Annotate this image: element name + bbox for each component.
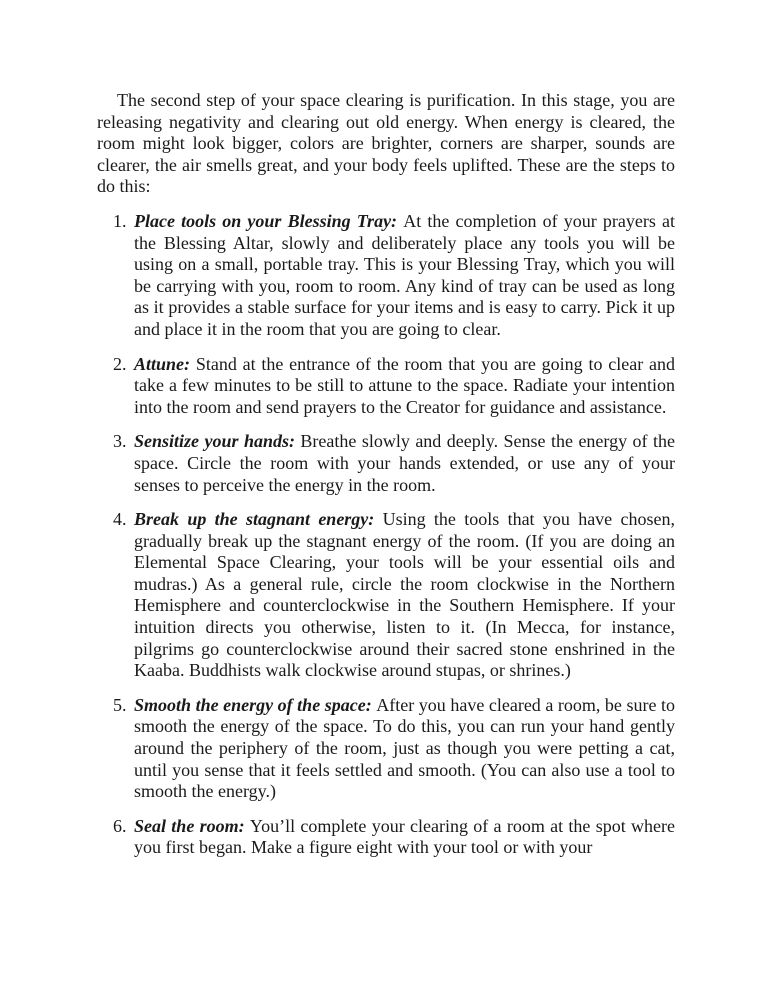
step-item — [97, 431, 675, 496]
step-number: 1. — [113, 210, 127, 231]
step-number: 6. — [113, 815, 127, 836]
step-text: Breathe slowly and deeply. Sense the energy of the space. Circle the room with your hands extended, or use any of your senses to perceive the energy in the room. — [134, 431, 675, 495]
steps-list — [97, 211, 675, 859]
step-item — [97, 695, 675, 803]
step-text: Stand at the entrance of the room that you are going to clear and take a few minutes to be still to attune to the space. Radiate your intention into the room and send prayers to the Creator for guidance and assistance. — [134, 353, 675, 417]
step-text: Using the tools that you have chosen, gradually break up the stagnant energy of the room. (If you are doing an Elemental Space Clearing, your tools will be your essential oils and mudras.) As a general rule, circle the room clockwise in the Northern Hemisphere and counterclockwise in the Southern Hemisphere. If your intuition directs you otherwise, listen to it. (In Mecca, for instance, pilgrims go counterclockwise around their sacred stone enshrined in the Kaaba. Buddhists walk clockwise around stupas, or shrines.) — [134, 509, 675, 681]
step-text: You’ll complete your clearing of a room at the spot where you first began. Make a figure eight with your tool or with your — [134, 815, 675, 858]
document-page — [97, 90, 675, 872]
step-title: Attune: — [134, 353, 196, 374]
step-number: 2. — [113, 353, 127, 374]
step-item — [97, 816, 675, 859]
step-title: Smooth the energy of the space: — [134, 694, 377, 715]
step-text: At the completion of your prayers at the Blessing Altar, slowly and deliberately place any tools you will be using on a small, portable tray. This is your Blessing Tray, which you will be carrying with you, room to room. Any kind of tray can be used as long as it provides a stable surface for your items and is easy to carry. Pick it up and place it in the room that you are going to clear. — [134, 210, 675, 339]
step-item — [97, 354, 675, 419]
step-title: Seal the room: — [134, 815, 250, 836]
step-text: After you have cleared a room, be sure to smooth the energy of the space. To do this, you can run your hand gently around the periphery of the room, just as though you were petting a cat, until you sense that it feels settled and smooth. (You can also use a tool to smooth the energy.) — [134, 694, 676, 802]
step-number: 4. — [113, 509, 127, 530]
step-item — [97, 211, 675, 341]
step-title: Sensitize your hands: — [134, 431, 301, 452]
step-number: 3. — [113, 431, 127, 452]
step-title: Place tools on your Blessing Tray: — [134, 210, 404, 231]
intro-paragraph: The second step of your space clearing is purification. In this stage, you are releasing negativity and clearing out old energy. When energy is cleared, the room might look bigger, colors are brighter, corners are sharper, sounds are clearer, the air smells great, and your body feels uplifted. These are the steps to do this: — [97, 90, 675, 197]
step-item — [97, 509, 675, 682]
step-number: 5. — [113, 694, 127, 715]
step-title: Break up the stagnant energy: — [134, 509, 383, 530]
